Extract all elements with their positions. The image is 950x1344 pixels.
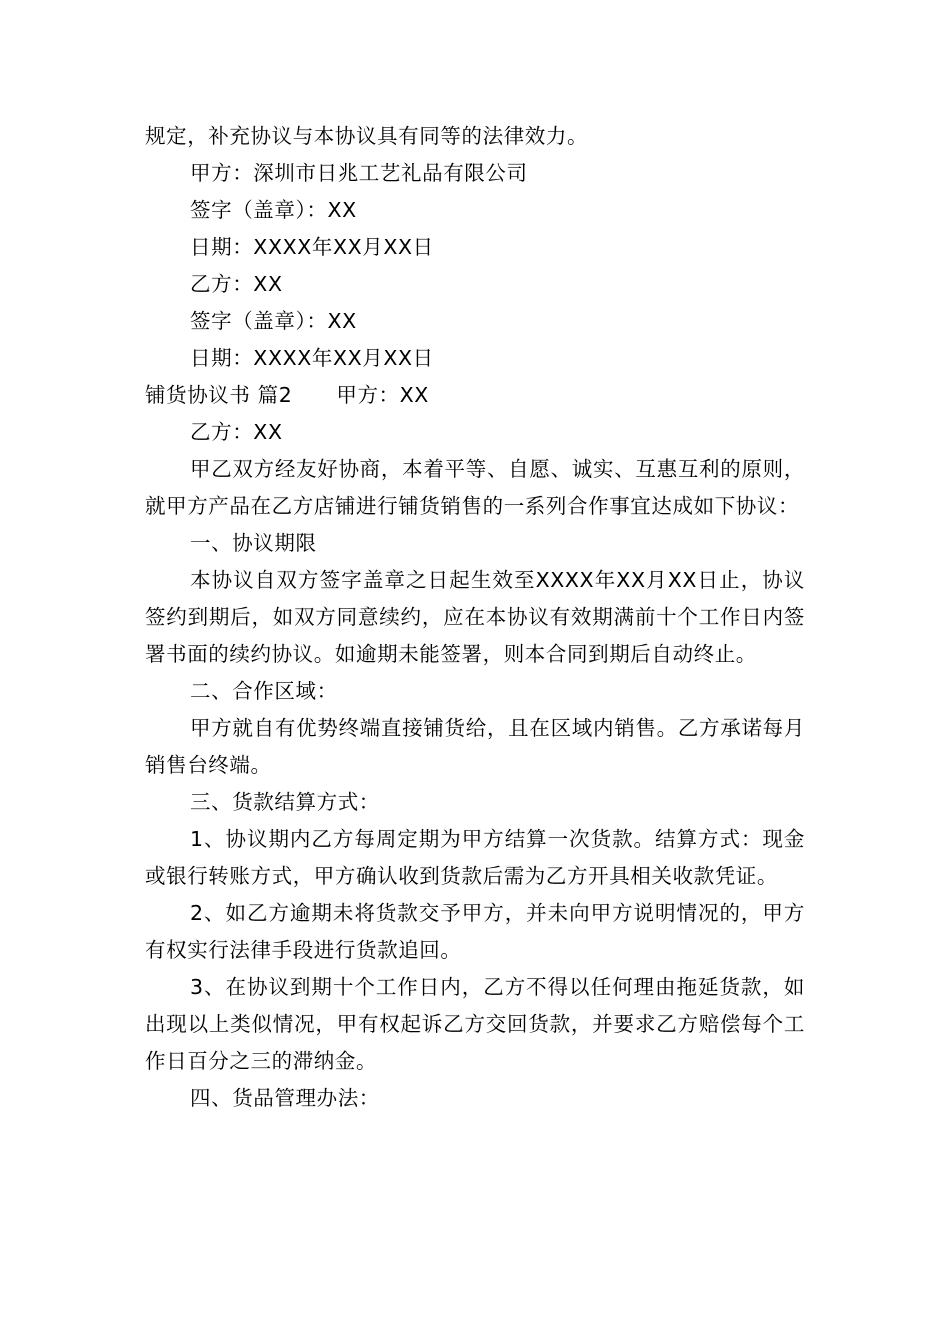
clause-heading: 四、货品管理办法： [190,1086,380,1110]
paragraph: 3、在协议到期十个工作日内，乙方不得以任何理由拖延货款，如出现以上类似情况，甲有权起诉乙方交回货款，并要求乙方赔偿每个工作日百分之三的滞纳金。 [145,975,805,1073]
signature-line: 签字（盖章）：XX [190,309,357,333]
date-line: 日期：XXXX年XX月XX日 [190,235,434,259]
paragraph: 规定，补充协议与本协议具有同等的法律效力。 [145,124,589,148]
section-title: 铺货协议书 篇2 [145,383,293,407]
party-a-line: 甲方：深圳市日兆工艺礼品有限公司 [190,161,528,185]
signature-line: 签字（盖章）：XX [190,198,357,222]
party-b-line: 乙方：XX [190,420,283,444]
paragraph: 甲方就自有优势终端直接铺货给，且在区域内销售。乙方承诺每月销售台终端。 [145,716,805,777]
clause-heading: 一、协议期限 [190,531,317,555]
paragraph: 1、协议期内乙方每周定期为甲方结算一次货款。结算方式：现金或银行转账方式，甲方确认收到货款后需为乙方开具相关收款凭证。 [145,827,805,888]
section-heading [145,377,805,414]
party-b-line: 乙方：XX [190,272,283,296]
date-line: 日期：XXXX年XX月XX日 [190,346,434,370]
document-body [145,118,805,1117]
heading-party-a: 甲方：XX [336,383,429,407]
clause-heading: 三、货款结算方式： [190,790,380,814]
paragraph: 甲乙双方经友好协商，本着平等、自愿、诚实、互惠互利的原则，就甲方产品在乙方店铺进行铺货销售的一系列合作事宜达成如下协议： [145,457,805,518]
paragraph: 2、如乙方逾期未将货款交予甲方，并未向甲方说明情况的，甲方有权实行法律手段进行货款追回。 [145,901,805,962]
paragraph: 本协议自双方签字盖章之日起生效至XXXX年XX月XX日止，协议签约到期后，如双方同意续约，应在本协议有效期满前十个工作日内签署书面的续约协议。如逾期未能签署，则本合同到期后自动终止。 [145,568,805,666]
clause-heading: 二、合作区域： [190,679,338,703]
